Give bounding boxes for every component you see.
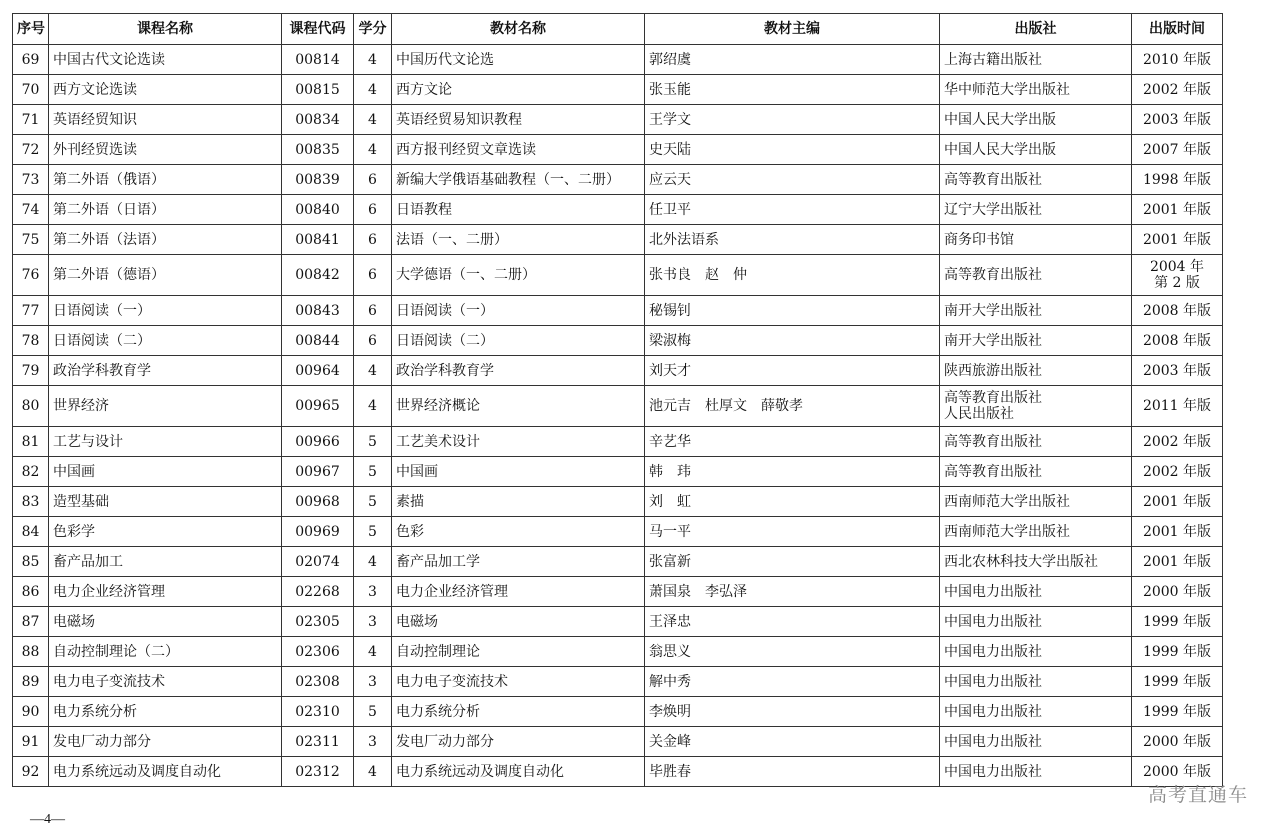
credit-cell: 3 [354, 607, 392, 637]
textbook-name-cell: 西方报刊经贸文章选读 [392, 135, 645, 165]
publish-date-cell-line: 1999 年版 [1142, 643, 1212, 660]
course-code-cell: 00969 [282, 517, 354, 547]
course-code-cell: 00968 [282, 487, 354, 517]
publisher-cell-line: 西南师范大学出版社 [944, 523, 1070, 540]
course-code-cell: 00967 [282, 457, 354, 487]
editor-cell: 张书良 赵 仲 [645, 255, 940, 296]
table-row [13, 727, 1223, 757]
editor-cell: 秘锡钊 [645, 296, 940, 326]
row-number-cell: 88 [13, 637, 49, 667]
publisher-cell-line: 中国人民大学出版 [944, 111, 1056, 128]
publish-date-cell [1132, 326, 1223, 356]
course-code-cell: 00834 [282, 105, 354, 135]
course-code-cell: 02310 [282, 697, 354, 727]
publish-date-cell [1132, 487, 1223, 517]
textbook-name-cell: 大学德语（一、二册） [392, 255, 645, 296]
row-number-cell: 83 [13, 487, 49, 517]
editor-cell: 郭绍虞 [645, 45, 940, 75]
course-name-cell: 工艺与设计 [49, 427, 282, 457]
publish-date-cell-line: 2001 年版 [1142, 201, 1212, 218]
course-code-cell: 00966 [282, 427, 354, 457]
publisher-cell-line: 中国电力出版社 [944, 703, 1042, 720]
course-code-cell: 02268 [282, 577, 354, 607]
course-code-cell: 00839 [282, 165, 354, 195]
publisher-cell-line: 西北农林科技大学出版社 [944, 553, 1098, 570]
row-number-cell: 79 [13, 356, 49, 386]
editor-cell: 萧国泉 李弘泽 [645, 577, 940, 607]
table-row [13, 135, 1223, 165]
table-row [13, 165, 1223, 195]
publish-date-cell [1132, 45, 1223, 75]
row-number-cell: 87 [13, 607, 49, 637]
course-code-cell: 02074 [282, 547, 354, 577]
credit-cell: 4 [354, 757, 392, 787]
textbook-name-cell: 发电厂动力部分 [392, 727, 645, 757]
publish-date-cell-line: 1999 年版 [1142, 703, 1212, 720]
row-number-cell: 91 [13, 727, 49, 757]
editor-cell: 史天陆 [645, 135, 940, 165]
course-name-cell: 中国古代文论选读 [49, 45, 282, 75]
table-row [13, 547, 1223, 577]
publish-date-cell-line: 2001 年版 [1142, 231, 1212, 248]
course-name-cell: 第二外语（法语） [49, 225, 282, 255]
credit-cell: 4 [354, 386, 392, 427]
course-code-cell: 02312 [282, 757, 354, 787]
publish-date-cell [1132, 255, 1223, 296]
publish-date-cell-line: 2004 年 [1149, 259, 1205, 275]
row-number-cell: 81 [13, 427, 49, 457]
publish-date-cell [1132, 225, 1223, 255]
table-row [13, 757, 1223, 787]
editor-cell: 刘天才 [645, 356, 940, 386]
textbook-name-cell: 自动控制理论 [392, 637, 645, 667]
publish-date-cell-line: 2002 年版 [1142, 433, 1212, 450]
credit-cell: 6 [354, 296, 392, 326]
editor-cell: 李焕明 [645, 697, 940, 727]
credit-cell: 4 [354, 75, 392, 105]
publisher-cell [940, 547, 1132, 577]
textbook-name-cell: 色彩 [392, 517, 645, 547]
textbook-name-cell: 日语教程 [392, 195, 645, 225]
course-code-cell: 00840 [282, 195, 354, 225]
publish-date-cell-line: 2001 年版 [1142, 553, 1212, 570]
course-code-cell: 00842 [282, 255, 354, 296]
course-name-cell: 色彩学 [49, 517, 282, 547]
publish-date-cell-line: 2002 年版 [1142, 463, 1212, 480]
credit-cell: 6 [354, 225, 392, 255]
publish-date-cell-line: 2010 年版 [1142, 51, 1212, 68]
course-name-cell: 外刊经贸选读 [49, 135, 282, 165]
table-row [13, 386, 1223, 427]
course-name-cell: 英语经贸知识 [49, 105, 282, 135]
course-name-cell: 政治学科教育学 [49, 356, 282, 386]
publisher-cell-line: 人民出版社 [944, 406, 1014, 422]
course-code-cell: 00835 [282, 135, 354, 165]
textbook-name-cell: 日语阅读（二） [392, 326, 645, 356]
course-name-cell: 日语阅读（一） [49, 296, 282, 326]
table-row [13, 45, 1223, 75]
publish-date-cell-line: 2003 年版 [1142, 362, 1212, 379]
editor-cell: 张玉能 [645, 75, 940, 105]
credit-cell: 3 [354, 667, 392, 697]
publish-date-cell [1132, 165, 1223, 195]
table-row [13, 607, 1223, 637]
publish-date-cell-line: 2007 年版 [1142, 141, 1212, 158]
watermark: 高考直通车 [1147, 784, 1248, 806]
publish-date-cell-line: 第 2 版 [1154, 275, 1200, 291]
row-number-cell: 71 [13, 105, 49, 135]
table-row [13, 225, 1223, 255]
publisher-cell [940, 517, 1132, 547]
row-number-cell: 90 [13, 697, 49, 727]
course-code-cell: 00844 [282, 326, 354, 356]
credit-cell: 6 [354, 255, 392, 296]
publish-date-cell [1132, 517, 1223, 547]
publisher-cell [940, 165, 1132, 195]
table-row [13, 326, 1223, 356]
publish-date-cell [1132, 195, 1223, 225]
table-row [13, 75, 1223, 105]
credit-cell: 4 [354, 637, 392, 667]
credit-cell: 3 [354, 727, 392, 757]
course-code-cell: 00843 [282, 296, 354, 326]
course-name-cell: 自动控制理论（二） [49, 637, 282, 667]
publisher-cell-line: 商务印书馆 [944, 231, 1014, 248]
textbook-name-cell: 工艺美术设计 [392, 427, 645, 457]
course-name-cell: 第二外语（俄语） [49, 165, 282, 195]
publish-date-cell-line: 2008 年版 [1142, 332, 1212, 349]
publisher-cell [940, 757, 1132, 787]
editor-cell: 王泽忠 [645, 607, 940, 637]
editor-cell: 王学文 [645, 105, 940, 135]
publisher-cell-line: 中国电力出版社 [944, 583, 1042, 600]
publish-date-cell-line: 2003 年版 [1142, 111, 1212, 128]
header-cell: 课程名称 [49, 14, 282, 45]
table-header-row [13, 14, 1223, 45]
publish-date-cell [1132, 667, 1223, 697]
row-number-cell: 76 [13, 255, 49, 296]
course-code-cell: 02308 [282, 667, 354, 697]
editor-cell: 应云天 [645, 165, 940, 195]
publisher-cell-line: 南开大学出版社 [944, 332, 1042, 349]
course-name-cell: 电磁场 [49, 607, 282, 637]
textbook-name-cell: 电力系统分析 [392, 697, 645, 727]
publish-date-cell [1132, 727, 1223, 757]
publish-date-cell [1132, 296, 1223, 326]
course-name-cell: 第二外语（日语） [49, 195, 282, 225]
publisher-cell [940, 135, 1132, 165]
textbook-name-cell: 电力电子变流技术 [392, 667, 645, 697]
publisher-cell [940, 727, 1132, 757]
credit-cell: 5 [354, 517, 392, 547]
editor-cell: 解中秀 [645, 667, 940, 697]
header-cell: 出版社 [940, 14, 1132, 45]
course-name-cell: 电力系统分析 [49, 697, 282, 727]
row-number-cell: 75 [13, 225, 49, 255]
course-name-cell: 世界经济 [49, 386, 282, 427]
row-number-cell: 70 [13, 75, 49, 105]
publisher-cell-line: 高等教育出版社 [944, 463, 1042, 480]
publish-date-cell [1132, 697, 1223, 727]
row-number-cell: 72 [13, 135, 49, 165]
textbook-name-cell: 中国历代文论选 [392, 45, 645, 75]
table-row [13, 255, 1223, 296]
credit-cell: 6 [354, 195, 392, 225]
table-row [13, 667, 1223, 697]
course-code-cell: 02306 [282, 637, 354, 667]
publisher-cell-line: 高等教育出版社 [944, 267, 1042, 283]
row-number-cell: 92 [13, 757, 49, 787]
editor-cell: 北外法语系 [645, 225, 940, 255]
publish-date-cell-line: 2011 年版 [1142, 398, 1212, 414]
editor-cell: 翁思义 [645, 637, 940, 667]
editor-cell: 任卫平 [645, 195, 940, 225]
publisher-cell [940, 356, 1132, 386]
header-cell: 教材名称 [392, 14, 645, 45]
course-name-cell: 造型基础 [49, 487, 282, 517]
publish-date-cell [1132, 356, 1223, 386]
textbook-name-cell: 政治学科教育学 [392, 356, 645, 386]
course-code-cell: 00964 [282, 356, 354, 386]
publisher-cell [940, 637, 1132, 667]
table-row [13, 296, 1223, 326]
publish-date-cell-line: 1999 年版 [1142, 673, 1212, 690]
credit-cell: 4 [354, 547, 392, 577]
publish-date-cell-line: 1998 年版 [1142, 171, 1212, 188]
publisher-cell [940, 427, 1132, 457]
editor-cell: 毕胜春 [645, 757, 940, 787]
table-row [13, 457, 1223, 487]
editor-cell: 刘 虹 [645, 487, 940, 517]
course-code-cell: 00814 [282, 45, 354, 75]
row-number-cell: 77 [13, 296, 49, 326]
editor-cell: 马一平 [645, 517, 940, 547]
publisher-cell-line: 陕西旅游出版社 [944, 362, 1042, 379]
table-body [13, 45, 1223, 787]
publisher-cell [940, 607, 1132, 637]
publish-date-cell-line: 2000 年版 [1142, 763, 1212, 780]
publish-date-cell [1132, 135, 1223, 165]
publisher-cell-line: 上海古籍出版社 [944, 51, 1042, 68]
publish-date-cell-line: 2000 年版 [1142, 583, 1212, 600]
table-row [13, 697, 1223, 727]
credit-cell: 6 [354, 165, 392, 195]
publisher-cell-line: 中国电力出版社 [944, 613, 1042, 630]
row-number-cell: 78 [13, 326, 49, 356]
textbook-name-cell: 英语经贸易知识教程 [392, 105, 645, 135]
table-row [13, 105, 1223, 135]
course-code-cell: 02311 [282, 727, 354, 757]
textbook-name-cell: 西方文论 [392, 75, 645, 105]
textbook-table [12, 13, 1223, 787]
course-code-cell: 02305 [282, 607, 354, 637]
header-cell: 序号 [13, 14, 49, 45]
publisher-cell-line: 中国电力出版社 [944, 733, 1042, 750]
publisher-cell [940, 457, 1132, 487]
course-code-cell: 00965 [282, 386, 354, 427]
publish-date-cell-line: 2001 年版 [1142, 523, 1212, 540]
header-cell: 教材主编 [645, 14, 940, 45]
textbook-name-cell: 电力企业经济管理 [392, 577, 645, 607]
textbook-name-cell: 世界经济概论 [392, 386, 645, 427]
textbook-name-cell: 电力系统远动及调度自动化 [392, 757, 645, 787]
publisher-cell [940, 105, 1132, 135]
publish-date-cell [1132, 105, 1223, 135]
textbook-name-cell: 畜产品加工学 [392, 547, 645, 577]
table-row [13, 637, 1223, 667]
table-row [13, 517, 1223, 547]
publish-date-cell-line: 2001 年版 [1142, 493, 1212, 510]
credit-cell: 6 [354, 326, 392, 356]
publisher-cell-line: 中国电力出版社 [944, 673, 1042, 690]
editor-cell: 池元吉 杜厚文 薛敬孝 [645, 386, 940, 427]
publisher-cell [940, 326, 1132, 356]
publisher-cell-line: 华中师范大学出版社 [944, 81, 1070, 98]
publisher-cell-line: 中国电力出版社 [944, 763, 1042, 780]
credit-cell: 4 [354, 105, 392, 135]
table-row [13, 487, 1223, 517]
publisher-cell [940, 577, 1132, 607]
publisher-cell [940, 225, 1132, 255]
credit-cell: 5 [354, 427, 392, 457]
row-number-cell: 82 [13, 457, 49, 487]
table-row [13, 195, 1223, 225]
publisher-cell [940, 45, 1132, 75]
publisher-cell-line: 高等教育出版社 [944, 433, 1042, 450]
course-name-cell: 第二外语（德语） [49, 255, 282, 296]
editor-cell: 张富新 [645, 547, 940, 577]
course-name-cell: 西方文论选读 [49, 75, 282, 105]
course-name-cell: 电力电子变流技术 [49, 667, 282, 697]
publish-date-cell [1132, 427, 1223, 457]
publish-date-cell-line: 2002 年版 [1142, 81, 1212, 98]
row-number-cell: 86 [13, 577, 49, 607]
editor-cell: 梁淑梅 [645, 326, 940, 356]
page-number: —4— [30, 812, 65, 827]
credit-cell: 5 [354, 697, 392, 727]
publish-date-cell [1132, 607, 1223, 637]
row-number-cell: 73 [13, 165, 49, 195]
publish-date-cell [1132, 457, 1223, 487]
credit-cell: 5 [354, 457, 392, 487]
course-name-cell: 日语阅读（二） [49, 326, 282, 356]
textbook-name-cell: 日语阅读（一） [392, 296, 645, 326]
publish-date-cell [1132, 386, 1223, 427]
credit-cell: 4 [354, 356, 392, 386]
course-name-cell: 发电厂动力部分 [49, 727, 282, 757]
editor-cell: 韩 玮 [645, 457, 940, 487]
publisher-cell [940, 255, 1132, 296]
publisher-cell-line: 中国电力出版社 [944, 643, 1042, 660]
editor-cell: 关金峰 [645, 727, 940, 757]
publisher-cell [940, 697, 1132, 727]
header-cell: 学分 [354, 14, 392, 45]
credit-cell: 3 [354, 577, 392, 607]
course-name-cell: 畜产品加工 [49, 547, 282, 577]
course-name-cell: 电力系统远动及调度自动化 [49, 757, 282, 787]
row-number-cell: 69 [13, 45, 49, 75]
table-row [13, 356, 1223, 386]
table-row [13, 577, 1223, 607]
header-cell: 出版时间 [1132, 14, 1223, 45]
textbook-name-cell: 新编大学俄语基础教程（一、二册） [392, 165, 645, 195]
publisher-cell [940, 296, 1132, 326]
course-code-cell: 00815 [282, 75, 354, 105]
credit-cell: 5 [354, 487, 392, 517]
publisher-cell [940, 487, 1132, 517]
credit-cell: 4 [354, 45, 392, 75]
publisher-cell-line: 西南师范大学出版社 [944, 493, 1070, 510]
row-number-cell: 84 [13, 517, 49, 547]
row-number-cell: 80 [13, 386, 49, 427]
publish-date-cell-line: 2008 年版 [1142, 302, 1212, 319]
course-name-cell: 电力企业经济管理 [49, 577, 282, 607]
textbook-name-cell: 中国画 [392, 457, 645, 487]
header-cell: 课程代码 [282, 14, 354, 45]
publish-date-cell-line: 1999 年版 [1142, 613, 1212, 630]
editor-cell: 辛艺华 [645, 427, 940, 457]
publisher-cell [940, 386, 1132, 427]
publisher-cell-line: 高等教育出版社 [944, 171, 1042, 188]
course-code-cell: 00841 [282, 225, 354, 255]
publisher-cell [940, 667, 1132, 697]
publisher-cell-line: 高等教育出版社 [944, 390, 1042, 406]
publisher-cell [940, 75, 1132, 105]
table-row [13, 427, 1223, 457]
publisher-cell-line: 中国人民大学出版 [944, 141, 1056, 158]
publisher-cell [940, 195, 1132, 225]
row-number-cell: 74 [13, 195, 49, 225]
credit-cell: 4 [354, 135, 392, 165]
course-name-cell: 中国画 [49, 457, 282, 487]
row-number-cell: 89 [13, 667, 49, 697]
publish-date-cell-line: 2000 年版 [1142, 733, 1212, 750]
publish-date-cell [1132, 637, 1223, 667]
textbook-name-cell: 法语（一、二册） [392, 225, 645, 255]
row-number-cell: 85 [13, 547, 49, 577]
publisher-cell-line: 辽宁大学出版社 [944, 201, 1042, 218]
publish-date-cell [1132, 577, 1223, 607]
textbook-name-cell: 电磁场 [392, 607, 645, 637]
publisher-cell-line: 南开大学出版社 [944, 302, 1042, 319]
publish-date-cell [1132, 547, 1223, 577]
textbook-name-cell: 素描 [392, 487, 645, 517]
publish-date-cell [1132, 75, 1223, 105]
